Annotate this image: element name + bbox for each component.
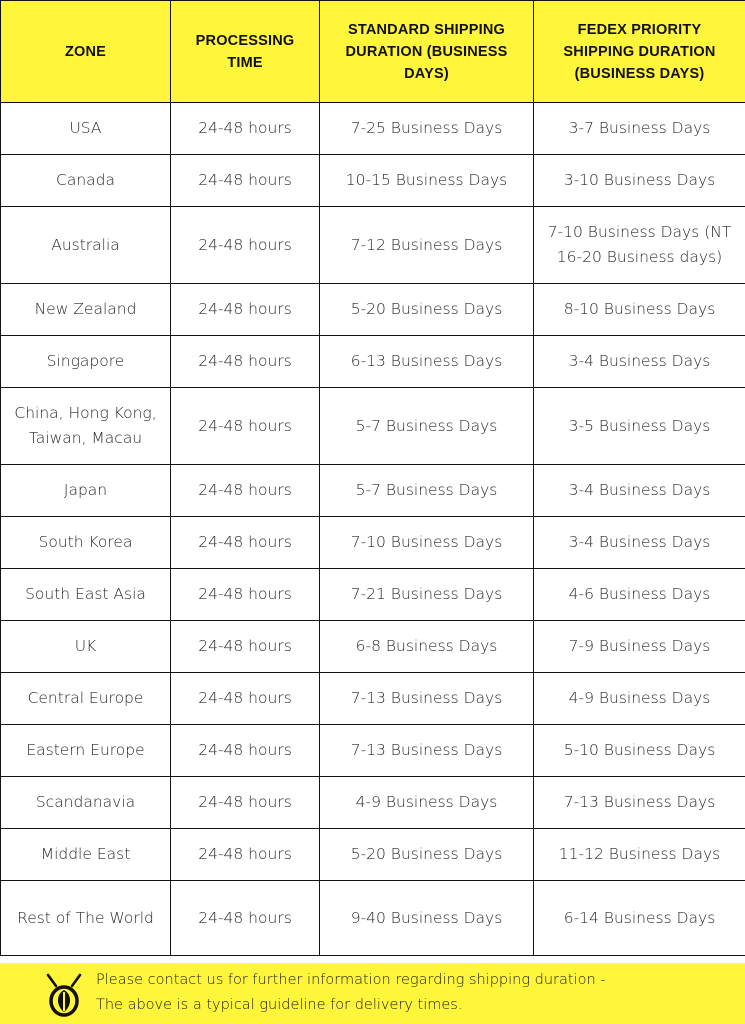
table-row [1,284,745,336]
standard-cell: 5-7 Business Days [320,388,534,465]
footer-note [96,968,606,1018]
standard-cell: 7-21 Business Days [320,569,534,621]
processing-cell: 24-48 hours [171,284,320,336]
zone-cell: Japan [1,465,171,517]
fedex-cell: 3-4 Business Days [534,465,745,517]
table-row [1,336,745,388]
standard-cell: 6-13 Business Days [320,336,534,388]
fedex-cell: 4-9 Business Days [534,673,745,725]
standard-cell: 10-15 Business Days [320,155,534,207]
processing-cell: 24-48 hours [171,829,320,881]
processing-cell: 24-48 hours [171,725,320,777]
processing-cell: 24-48 hours [171,155,320,207]
processing-cell: 24-48 hours [171,207,320,284]
fedex-cell: 6-14 Business Days [534,881,745,956]
fedex-cell: 4-6 Business Days [534,569,745,621]
fedex-cell: 11-12 Business Days [534,829,745,881]
standard-cell: 5-20 Business Days [320,829,534,881]
fedex-cell: 3-10 Business Days [534,155,745,207]
table-row [1,517,745,569]
table-row [1,881,745,956]
fedex-cell: 5-10 Business Days [534,725,745,777]
footer-line-2: The above is a typical guideline for delivery times. [96,997,463,1013]
fedex-cell: 7-10 Business Days (NT 16-20 Business days) [534,207,745,284]
zone-cell: Eastern Europe [1,725,171,777]
table-row [1,829,745,881]
zone-cell: New Zealand [1,284,171,336]
table-row [1,465,745,517]
zone-cell: Scandanavia [1,777,171,829]
fedex-cell: 3-4 Business Days [534,517,745,569]
fedex-cell: 8-10 Business Days [534,284,745,336]
table-row [1,673,745,725]
processing-cell: 24-48 hours [171,673,320,725]
standard-cell: 9-40 Business Days [320,881,534,956]
zone-cell: Middle East [1,829,171,881]
zone-cell: Rest of The World [1,881,171,956]
standard-cell: 5-7 Business Days [320,465,534,517]
zone-cell: Singapore [1,336,171,388]
zone-cell: Australia [1,207,171,284]
processing-cell: 24-48 hours [171,621,320,673]
processing-cell: 24-48 hours [171,881,320,956]
standard-cell: 6-8 Business Days [320,621,534,673]
table-row [1,155,745,207]
fedex-cell: 7-9 Business Days [534,621,745,673]
processing-cell: 24-48 hours [171,777,320,829]
table-row [1,777,745,829]
standard-cell: 7-25 Business Days [320,103,534,155]
standard-cell: 7-13 Business Days [320,725,534,777]
standard-cell: 7-12 Business Days [320,207,534,284]
standard-cell: 7-10 Business Days [320,517,534,569]
processing-cell: 24-48 hours [171,517,320,569]
standard-cell: 7-13 Business Days [320,673,534,725]
header-standard-shipping: STANDARD SHIPPING DURATION (BUSINESS DAYS) [320,1,534,103]
zone-cell: China, Hong Kong, Taiwan, Macau [1,388,171,465]
table-row [1,388,745,465]
bee-logo-icon [42,972,86,1018]
fedex-cell: 7-13 Business Days [534,777,745,829]
zone-cell: USA [1,103,171,155]
header-processing-time: PROCESSING TIME [171,1,320,103]
table-row [1,621,745,673]
zone-cell: South East Asia [1,569,171,621]
fedex-cell: 3-4 Business Days [534,336,745,388]
header-fedex-priority: FEDEX PRIORITY SHIPPING DURATION (BUSINESS DAYS) [534,1,745,103]
processing-cell: 24-48 hours [171,388,320,465]
zone-cell: UK [1,621,171,673]
footer-banner [0,963,745,1024]
processing-cell: 24-48 hours [171,465,320,517]
zone-cell: Central Europe [1,673,171,725]
header-zone: ZONE [1,1,171,103]
standard-cell: 5-20 Business Days [320,284,534,336]
table-row [1,207,745,284]
table-row [1,569,745,621]
standard-cell: 4-9 Business Days [320,777,534,829]
footer-line-1: Please contact us for further information regarding shipping duration - [96,972,606,988]
processing-cell: 24-48 hours [171,569,320,621]
processing-cell: 24-48 hours [171,336,320,388]
zone-cell: Canada [1,155,171,207]
zone-cell: South Korea [1,517,171,569]
table-row [1,725,745,777]
fedex-cell: 3-5 Business Days [534,388,745,465]
table-row [1,103,745,155]
fedex-cell: 3-7 Business Days [534,103,745,155]
header-row [1,1,745,103]
processing-cell: 24-48 hours [171,103,320,155]
